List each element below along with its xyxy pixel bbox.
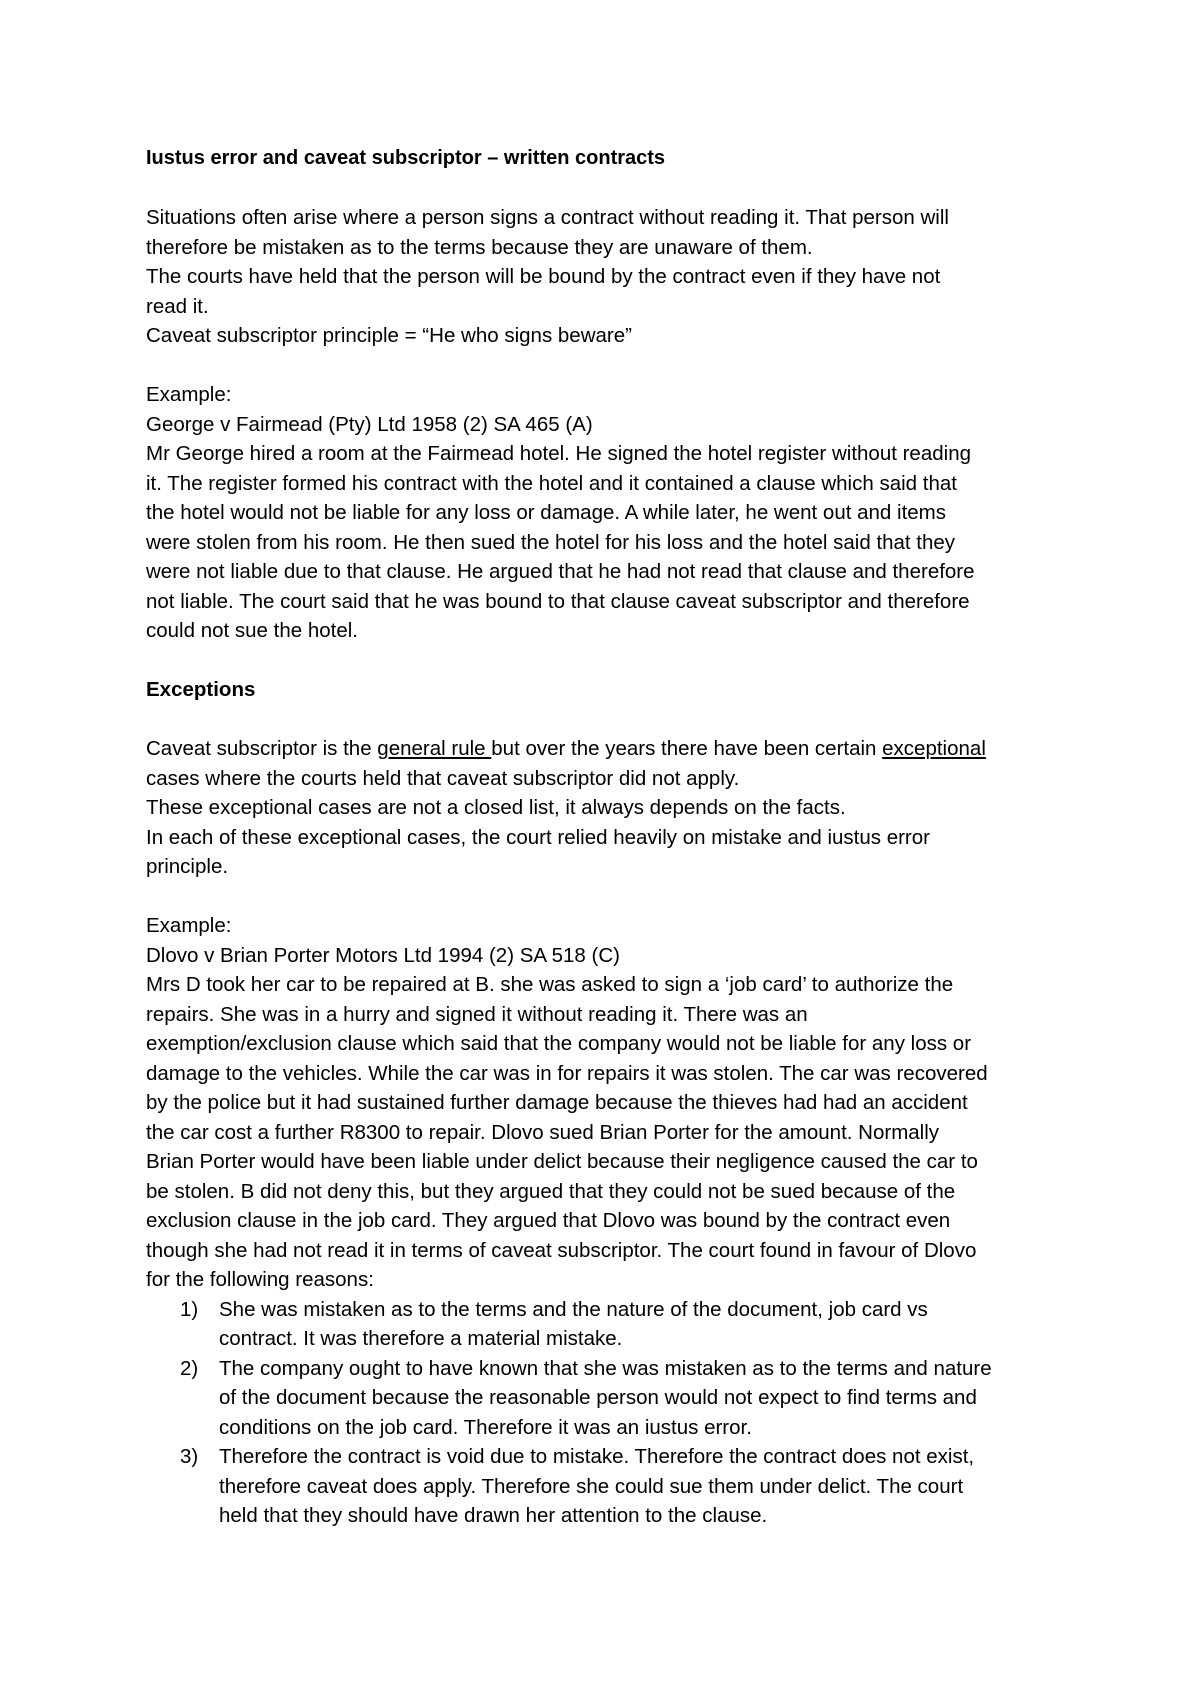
example-line: Mrs D took her car to be repaired at B. she was asked to sign a ‘job card’ to authorize the [146, 973, 954, 996]
example-line: be stolen. B did not deny this, but they argued that they could not be sued because of the [146, 1179, 956, 1203]
example-line: the car cost a further R8300 to repair. Dlovo sued Brian Porter for the amount. Normally [146, 1120, 940, 1144]
list-item [146, 1354, 1066, 1443]
reasons-list [146, 1295, 1066, 1531]
list-item [146, 1295, 1066, 1354]
example-line: for the following reasons: [146, 1268, 374, 1291]
list-number: 3) [180, 1445, 199, 1468]
example-label: Example: [146, 383, 232, 406]
text-segment: but over the years there have been certain [491, 737, 883, 760]
spacer [146, 351, 1066, 381]
exceptions-first-line [146, 734, 1066, 764]
case-citation: Dlovo v Brian Porter Motors Ltd 1994 (2) SA 518 (C) [146, 943, 620, 967]
example-line: the hotel would not be liable for any loss or damage. A while later, he went out and items [146, 501, 946, 524]
intro-paragraph [146, 203, 1066, 351]
list-number: 2) [180, 1356, 199, 1380]
list-item [146, 1442, 1066, 1531]
document-page [146, 144, 1066, 1531]
underlined-text: exceptional [882, 737, 986, 760]
intro-line: read it. [146, 294, 209, 318]
list-item-line: Therefore the contract is void due to mistake. Therefore the contract does not exist, [219, 1445, 975, 1468]
intro-line: The courts have held that the person will be bound by the contract even if they have not [146, 265, 941, 288]
list-item-line: held that they should have drawn her attention to the clause. [219, 1504, 768, 1527]
list-number: 1) [180, 1297, 199, 1321]
intro-line: Caveat subscriptor principle = “He who signs beware” [146, 324, 632, 347]
exceptions-section [146, 675, 1066, 882]
spacer [146, 174, 1066, 204]
example-line: by the police but it had sustained further damage because the thieves had had an accident [146, 1091, 968, 1114]
example-line: not liable. The court said that he was bound to that clause caveat subscriptor and therefore [146, 589, 970, 613]
exceptions-line: In each of these exceptional cases, the court relied heavily on mistake and iustus error [146, 825, 930, 849]
example-line: damage to the vehicles. While the car was in for repairs it was stolen. The car was recovered [146, 1061, 988, 1085]
spacer [146, 882, 1066, 912]
case-citation: George v Fairmead (Pty) Ltd 1958 (2) SA 465 (A) [146, 412, 593, 436]
exceptions-line: principle. [146, 855, 229, 878]
example-2 [146, 911, 1066, 1531]
document-title: Iustus error and caveat subscriptor – written contracts [146, 147, 666, 169]
exceptions-heading: Exceptions [146, 678, 256, 701]
example-line: were not liable due to that clause. He argued that he had not read that clause and therefore [146, 560, 975, 583]
example-line: though she had not read it in terms of caveat subscriptor. The court found in favour of Dlovo [146, 1238, 977, 1262]
spacer [146, 646, 1066, 676]
intro-line: therefore be mistaken as to the terms because they are unaware of them. [146, 235, 813, 259]
list-item-line: conditions on the job card. Therefore it was an iustus error. [219, 1415, 752, 1439]
text-segment: Caveat subscriptor is the [146, 737, 378, 760]
exceptions-line: cases where the courts held that caveat subscriptor did not apply. [146, 766, 740, 790]
list-item-line: She was mistaken as to the terms and the nature of the document, job card vs [219, 1297, 928, 1321]
exceptions-line: These exceptional cases are not a closed list, it always depends on the facts. [146, 796, 846, 819]
example-line: Mr George hired a room at the Fairmead hotel. He signed the hotel register without reading [146, 442, 971, 465]
list-item-line: The company ought to have known that she was mistaken as to the terms and nature [219, 1356, 992, 1380]
list-item-line: contract. It was therefore a material mistake. [219, 1327, 623, 1350]
underlined-text: general rule [377, 737, 492, 760]
list-item-line: therefore caveat does apply. Therefore she could sue them under delict. The court [219, 1474, 964, 1498]
example-line: it. The register formed his contract with the hotel and it contained a clause which said that [146, 471, 957, 495]
example-line: exclusion clause in the job card. They argued that Dlovo was bound by the contract even [146, 1209, 951, 1232]
example-line: were stolen from his room. He then sued the hotel for his loss and the hotel said that they [146, 530, 956, 554]
spacer [146, 705, 1066, 735]
example-line: Brian Porter would have been liable under delict because their negligence caused the car to [146, 1150, 978, 1173]
list-item-line: of the document because the reasonable person would not expect to find terms and [219, 1386, 977, 1409]
example-line: could not sue the hotel. [146, 619, 358, 642]
example-1 [146, 380, 1066, 646]
intro-line: Situations often arise where a person signs a contract without reading it. That person will [146, 206, 949, 229]
example-label: Example: [146, 914, 232, 937]
example-line: repairs. She was in a hurry and signed it without reading it. There was an [146, 1002, 808, 1026]
example-line: exemption/exclusion clause which said that the company would not be liable for any loss or [146, 1032, 972, 1055]
